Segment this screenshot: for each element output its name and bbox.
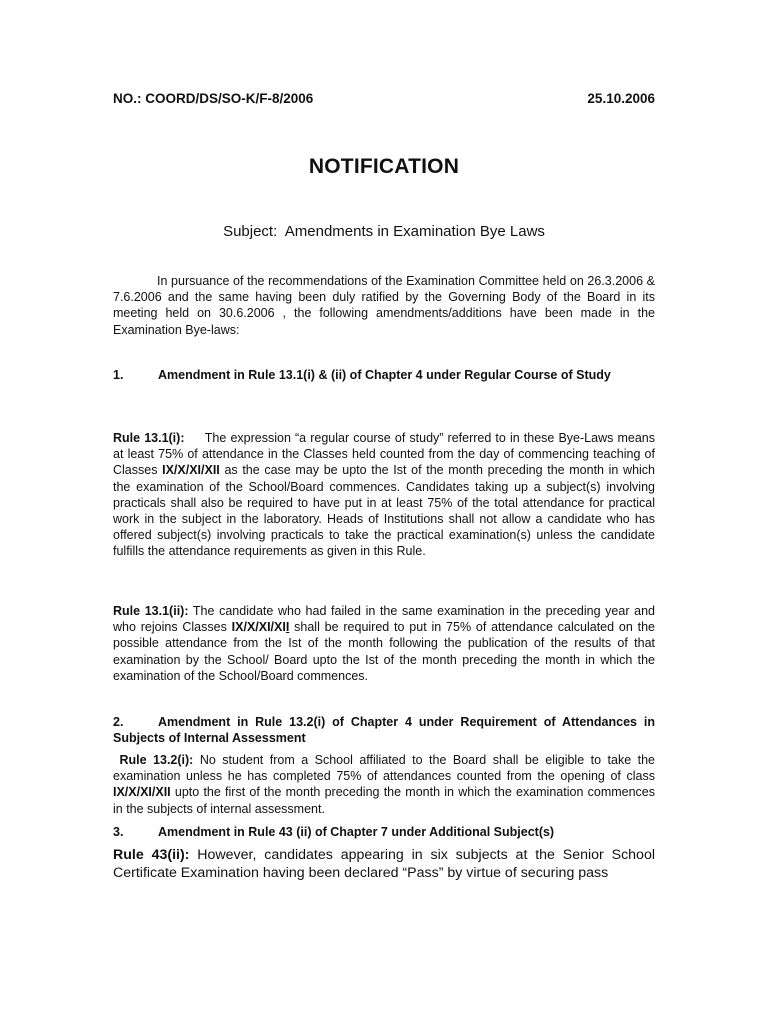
- section-heading-3: [113, 824, 655, 840]
- subject-text: Amendments in Examination Bye Laws: [284, 223, 545, 240]
- section-heading-1: [113, 367, 655, 383]
- section-number: 3.: [113, 825, 124, 839]
- rule-text: No student from a School affiliated to the Board shall be eligible to take the examination unless he has completed 75% of attendances counted from the opening of class: [113, 753, 655, 784]
- rule-text: The expression “a regular course of study” referred to in these Bye-Laws means at least 75% of attendance in the Classes held counted from the day of commencing teaching of Classes: [113, 431, 655, 478]
- section-heading-2: [113, 714, 655, 746]
- page-title: NOTIFICATION: [308, 155, 460, 178]
- rule-label: Rule 13.2(i):: [119, 753, 194, 767]
- section-number: 2.: [113, 715, 124, 729]
- class-list: [232, 620, 290, 634]
- rule-13-1-i-paragraph: [113, 430, 655, 560]
- class-list-text: IX/X/XI/XI: [231, 620, 286, 635]
- intro-text: In pursuance of the recommendations of the Examination Committee held on 26.3.2006 & 7.6.2006 and the same having been duly ratified by the Governing Body of the Board in its meeting held on 30.6.2006 , the following amendments/additions have been made in the Examination Bye-laws:: [113, 274, 655, 337]
- section-title: Amendment in Rule 13.2(i) of Chapter 4 under Requirement of Attendances in Subjects of Internal Assessment: [113, 715, 655, 746]
- class-list-underlined: I: [285, 620, 290, 635]
- rule-label: Rule 43(ii):: [113, 847, 190, 863]
- rule-13-2-i-paragraph: [113, 752, 655, 817]
- rule-13-1-ii-paragraph: [113, 603, 655, 684]
- class-list: IX/X/XI/XII: [162, 463, 220, 478]
- notification-date: 25.10.2006: [587, 91, 655, 106]
- rule-label: Rule 13.1(i):: [113, 431, 185, 445]
- section-title: Amendment in Rule 13.1(i) & (ii) of Chapter 4 under Regular Course of Study: [158, 368, 611, 382]
- rule-text: The candidate who had failed in the same examination in the preceding year and who rejoins Classes: [113, 604, 655, 635]
- rule-text: However, candidates appearing in six subjects at the Senior School Certificate Examination having been declared “Pass” by virtue of securing pass: [113, 847, 655, 881]
- subject-line: [0, 223, 768, 240]
- section-number: 1.: [113, 368, 124, 382]
- rule-text: upto the first of the month preceding the month in which the examination commences in the subjects of internal assessment.: [113, 785, 655, 816]
- rule-text: as the case may be upto the Ist of the month preceding the month in which the examination of the School/Board commences. Candidates taking up a subject(s) involving practicals shall also be required to have put in at least 75% of the total attendance for practical work in the subject in the laboratory. Heads of Institutions shall not allow a candidate who has offered subject(s) involving practicals to take the practical examination(s) unless the candidate fulfills the attendance requirements as given in this Rule.: [113, 463, 655, 559]
- rule-43-ii-paragraph: [113, 847, 655, 882]
- subject-label: Subject:: [223, 223, 278, 240]
- rule-label: Rule 13.1(ii):: [113, 604, 189, 618]
- intro-paragraph: [113, 273, 655, 338]
- class-list: IX/X/XI/XII: [113, 785, 171, 800]
- rule-text: shall be required to put in 75% of attendance calculated on the possible attendance from the Ist of the month following the publication of the results of that examination by the School/ Board upto the Ist of the month preceding the month in which the examination of the School/Board commences.: [113, 620, 655, 683]
- section-title: Amendment in Rule 43 (ii) of Chapter 7 under Additional Subject(s): [158, 825, 555, 839]
- reference-number: NO.: COORD/DS/SO-K/F-8/2006: [113, 91, 314, 106]
